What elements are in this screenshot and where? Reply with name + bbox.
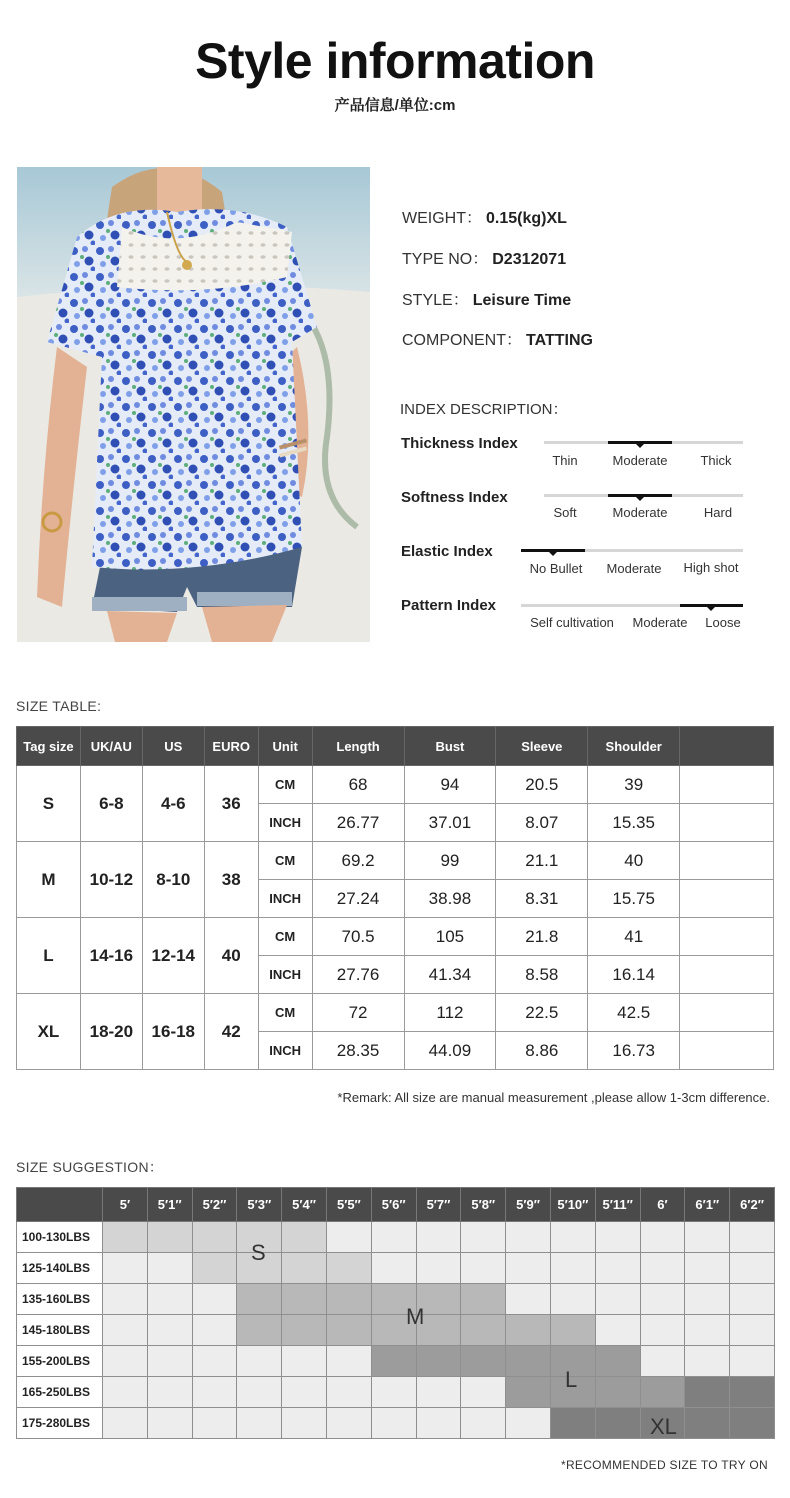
height-header: 5′6″	[371, 1188, 416, 1222]
sleeve-cell: 20.5	[496, 766, 588, 804]
euro-size: 40	[204, 918, 258, 994]
suggestion-cell	[506, 1408, 551, 1439]
suggestion-cell	[103, 1253, 148, 1284]
suggestion-cell	[685, 1253, 730, 1284]
elastic-option: No Bullet	[529, 561, 583, 576]
model-illustration	[17, 167, 370, 642]
height-header: 6′	[640, 1188, 685, 1222]
suggestion-cell	[685, 1315, 730, 1346]
empty-cell	[680, 842, 774, 880]
suggestion-cell	[147, 1408, 192, 1439]
empty-cell	[680, 1032, 774, 1070]
height-header: 5′2″	[192, 1188, 237, 1222]
bust-cell: 38.98	[404, 880, 496, 918]
uk-au-size: 14-16	[80, 918, 142, 994]
info-component: COMPONENT： TATTING	[402, 332, 593, 349]
suggestion-cell	[685, 1346, 730, 1377]
tag-size: L	[17, 918, 81, 994]
suggestion-cell	[730, 1315, 775, 1346]
index-description-label: INDEX DESCRIPTION：	[400, 401, 568, 418]
suggestion-cell	[640, 1377, 685, 1408]
euro-size: 38	[204, 842, 258, 918]
length-cell: 68	[312, 766, 404, 804]
suggestion-cell	[192, 1408, 237, 1439]
length-cell: 26.77	[312, 804, 404, 842]
suggestion-cell	[326, 1377, 371, 1408]
length-cell: 27.24	[312, 880, 404, 918]
suggestion-cell	[730, 1377, 775, 1408]
tag-size: XL	[17, 994, 81, 1070]
bust-cell: 44.09	[404, 1032, 496, 1070]
suggestion-cell	[237, 1408, 282, 1439]
uk-au-size: 10-12	[80, 842, 142, 918]
suggestion-cell	[326, 1408, 371, 1439]
suggestion-cell	[192, 1315, 237, 1346]
suggestion-cell	[506, 1284, 551, 1315]
col-header: Bust	[404, 727, 496, 766]
bust-cell: 41.34	[404, 956, 496, 994]
softness-option: Moderate	[612, 505, 668, 520]
suggestion-cell	[237, 1346, 282, 1377]
suggestion-cell	[640, 1346, 685, 1377]
suggestion-cell	[192, 1284, 237, 1315]
suggestion-cell	[595, 1346, 640, 1377]
suggestion-cell	[416, 1222, 461, 1253]
empty-cell	[680, 956, 774, 994]
thickness-index-pointer	[636, 444, 644, 448]
us-size: 16-18	[142, 994, 204, 1070]
tag-size: S	[17, 766, 81, 842]
sleeve-cell: 8.58	[496, 956, 588, 994]
weight-row	[17, 1284, 775, 1315]
suggestion-cell	[550, 1253, 595, 1284]
info-weight: WEIGHT： 0.15(kg)XL	[402, 210, 567, 227]
suggestion-cell	[192, 1253, 237, 1284]
empty-cell	[680, 880, 774, 918]
height-header: 5′3″	[237, 1188, 282, 1222]
table-row	[17, 766, 774, 804]
height-header: 5′1″	[147, 1188, 192, 1222]
suggestion-cell	[326, 1346, 371, 1377]
sleeve-cell: 8.07	[496, 804, 588, 842]
suggestion-cell	[550, 1408, 595, 1439]
elastic-option: Moderate	[606, 561, 662, 576]
suggestion-cell	[550, 1284, 595, 1315]
height-header: 5′5″	[326, 1188, 371, 1222]
us-size: 12-14	[142, 918, 204, 994]
bust-cell: 105	[404, 918, 496, 956]
suggestion-cell	[595, 1408, 640, 1439]
suggestion-cell	[461, 1284, 506, 1315]
size-suggestion-grid	[16, 1187, 775, 1439]
size-table	[16, 726, 774, 1070]
sleeve-cell: 8.86	[496, 1032, 588, 1070]
length-cell: 28.35	[312, 1032, 404, 1070]
col-header: Sleeve	[496, 727, 588, 766]
shoulder-cell: 39	[588, 766, 680, 804]
size-suggestion-label: SIZE SUGGESTION：	[16, 1159, 164, 1175]
tag-size: M	[17, 842, 81, 918]
thickness-option: Moderate	[612, 453, 668, 468]
suggestion-cell	[147, 1222, 192, 1253]
col-header	[680, 727, 774, 766]
weight-row	[17, 1346, 775, 1377]
shoulder-cell: 42.5	[588, 994, 680, 1032]
suggestion-cell	[416, 1346, 461, 1377]
suggestion-cell	[237, 1315, 282, 1346]
height-header: 5′9″	[506, 1188, 551, 1222]
sleeve-cell: 21.8	[496, 918, 588, 956]
height-header: 5′7″	[416, 1188, 461, 1222]
suggestion-cell	[147, 1377, 192, 1408]
suggestion-cell	[730, 1408, 775, 1439]
col-header: Length	[312, 727, 404, 766]
bust-cell: 112	[404, 994, 496, 1032]
empty-cell	[680, 804, 774, 842]
suggestion-cell	[640, 1253, 685, 1284]
suggestion-cell	[371, 1253, 416, 1284]
suggestion-cell	[282, 1253, 327, 1284]
suggestion-cell	[595, 1284, 640, 1315]
thickness-option: Thick	[700, 453, 732, 468]
table-row	[17, 842, 774, 880]
thickness-option: Thin	[552, 453, 578, 468]
shoulder-cell: 16.14	[588, 956, 680, 994]
shoulder-cell: 15.75	[588, 880, 680, 918]
height-header: 5′	[103, 1188, 148, 1222]
pattern-index-pointer	[707, 607, 715, 611]
suggestion-cell	[730, 1346, 775, 1377]
suggestion-cell	[371, 1408, 416, 1439]
weight-label: 125-140LBS	[17, 1253, 103, 1284]
unit: CM	[258, 842, 312, 880]
suggestion-cell	[147, 1346, 192, 1377]
zone-label-m: M	[406, 1304, 425, 1329]
suggestion-cell	[685, 1408, 730, 1439]
suggestion-cell	[640, 1315, 685, 1346]
suggestion-cell	[326, 1253, 371, 1284]
suggestion-cell	[282, 1377, 327, 1408]
height-header: 5′4″	[282, 1188, 327, 1222]
suggestion-cell	[461, 1253, 506, 1284]
size-table-header	[17, 727, 774, 766]
suggestion-cell	[147, 1284, 192, 1315]
zone-label-xl: XL	[650, 1414, 677, 1439]
weight-row	[17, 1377, 775, 1408]
suggestion-cell	[550, 1222, 595, 1253]
pattern-index-label: Pattern Index	[401, 597, 497, 614]
suggestion-cell	[371, 1346, 416, 1377]
suggestion-cell	[282, 1315, 327, 1346]
pattern-option: Moderate	[632, 615, 688, 630]
col-header: US	[142, 727, 204, 766]
height-header: 6′2″	[730, 1188, 775, 1222]
height-header-row	[17, 1188, 775, 1222]
unit: CM	[258, 994, 312, 1032]
softness-index-pointer	[636, 497, 644, 501]
suggestion-cell	[147, 1315, 192, 1346]
weight-row	[17, 1222, 775, 1253]
bust-cell: 94	[404, 766, 496, 804]
suggestion-cell	[326, 1315, 371, 1346]
col-header: UK/AU	[80, 727, 142, 766]
shoulder-cell: 16.73	[588, 1032, 680, 1070]
info-type-no: TYPE NO： D2312071	[402, 251, 567, 268]
unit: INCH	[258, 1032, 312, 1070]
suggestion-cell	[685, 1222, 730, 1253]
length-cell: 27.76	[312, 956, 404, 994]
elastic-index-pointer	[549, 552, 557, 556]
height-header: 6′1″	[685, 1188, 730, 1222]
page-title: Style information	[195, 33, 595, 89]
weight-label: 135-160LBS	[17, 1284, 103, 1315]
us-size: 8-10	[142, 842, 204, 918]
suggestion-cell	[282, 1408, 327, 1439]
empty-cell	[680, 994, 774, 1032]
page-subtitle: 产品信息/单位:cm	[334, 97, 456, 114]
empty-cell	[680, 918, 774, 956]
suggestion-cell	[103, 1284, 148, 1315]
suggestion-cell	[416, 1253, 461, 1284]
suggestion-cell	[237, 1284, 282, 1315]
weight-label: 100-130LBS	[17, 1222, 103, 1253]
suggestion-cell	[103, 1346, 148, 1377]
product-photo	[17, 167, 370, 642]
suggestion-cell	[326, 1222, 371, 1253]
us-size: 4-6	[142, 766, 204, 842]
suggestion-cell	[506, 1377, 551, 1408]
thickness-index-label: Thickness Index	[401, 435, 518, 452]
suggestion-cell	[103, 1408, 148, 1439]
col-header: EURO	[204, 727, 258, 766]
suggestion-cell	[282, 1222, 327, 1253]
unit: CM	[258, 918, 312, 956]
shoulder-cell: 41	[588, 918, 680, 956]
suggestion-cell	[506, 1315, 551, 1346]
suggestion-cell	[282, 1284, 327, 1315]
suggestion-cell	[103, 1222, 148, 1253]
weight-label: 175-280LBS	[17, 1408, 103, 1439]
suggestion-cell	[147, 1253, 192, 1284]
suggestion-cell	[371, 1377, 416, 1408]
unit: INCH	[258, 880, 312, 918]
length-cell: 69.2	[312, 842, 404, 880]
sleeve-cell: 22.5	[496, 994, 588, 1032]
empty-cell	[680, 766, 774, 804]
length-cell: 70.5	[312, 918, 404, 956]
recommended-note: *RECOMMENDED SIZE TO TRY ON	[560, 1458, 768, 1472]
length-cell: 72	[312, 994, 404, 1032]
suggestion-cell	[685, 1284, 730, 1315]
suggestion-cell	[506, 1222, 551, 1253]
bust-cell: 37.01	[404, 804, 496, 842]
suggestion-cell	[416, 1408, 461, 1439]
zone-label-l: L	[565, 1367, 578, 1392]
suggestion-cell	[595, 1377, 640, 1408]
suggestion-cell	[103, 1315, 148, 1346]
suggestion-cell	[192, 1222, 237, 1253]
corner-cell	[17, 1188, 103, 1222]
softness-index-label: Softness Index	[401, 489, 508, 506]
table-row	[17, 918, 774, 956]
height-header: 5′11″	[595, 1188, 640, 1222]
uk-au-size: 6-8	[80, 766, 142, 842]
suggestion-cell	[595, 1315, 640, 1346]
suggestion-cell	[371, 1222, 416, 1253]
col-header: Shoulder	[588, 727, 680, 766]
weight-label: 145-180LBS	[17, 1315, 103, 1346]
unit: CM	[258, 766, 312, 804]
suggestion-cell	[461, 1377, 506, 1408]
suggestion-cell	[640, 1222, 685, 1253]
suggestion-cell	[461, 1315, 506, 1346]
euro-size: 42	[204, 994, 258, 1070]
suggestion-cell	[685, 1377, 730, 1408]
suggestion-cell	[595, 1222, 640, 1253]
suggestion-cell	[506, 1346, 551, 1377]
suggestion-cell	[730, 1222, 775, 1253]
height-header: 5′8″	[461, 1188, 506, 1222]
shoulder-cell: 15.35	[588, 804, 680, 842]
pattern-option: Self cultivation	[530, 615, 614, 630]
elastic-index-label: Elastic Index	[401, 543, 493, 560]
size-remark: *Remark: All size are manual measurement ,please allow 1-3cm difference.	[337, 1090, 770, 1105]
suggestion-cell	[282, 1346, 327, 1377]
weight-row	[17, 1253, 775, 1284]
suggestion-cell	[730, 1253, 775, 1284]
info-style: STYLE： Leisure Time	[402, 292, 572, 309]
pattern-option: Loose	[705, 615, 741, 630]
col-header: Unit	[258, 727, 312, 766]
height-header: 5′10″	[550, 1188, 595, 1222]
softness-option: Soft	[553, 505, 577, 520]
euro-size: 36	[204, 766, 258, 842]
suggestion-cell	[461, 1346, 506, 1377]
suggestion-cell	[730, 1284, 775, 1315]
unit: INCH	[258, 804, 312, 842]
suggestion-cell	[461, 1408, 506, 1439]
col-header: Tag size	[17, 727, 81, 766]
suggestion-cell	[506, 1253, 551, 1284]
weight-label: 165-250LBS	[17, 1377, 103, 1408]
suggestion-cell	[550, 1315, 595, 1346]
suggestion-cell	[461, 1222, 506, 1253]
suggestion-cell	[192, 1377, 237, 1408]
zone-label-s: S	[251, 1240, 266, 1265]
uk-au-size: 18-20	[80, 994, 142, 1070]
suggestion-cell	[237, 1377, 282, 1408]
suggestion-cell	[192, 1346, 237, 1377]
suggestion-cell	[595, 1253, 640, 1284]
bust-cell: 99	[404, 842, 496, 880]
table-row	[17, 994, 774, 1032]
size-table-label: SIZE TABLE:	[16, 698, 102, 714]
sleeve-cell: 21.1	[496, 842, 588, 880]
suggestion-cell	[416, 1377, 461, 1408]
shoulder-cell: 40	[588, 842, 680, 880]
unit: INCH	[258, 956, 312, 994]
suggestion-cell	[640, 1284, 685, 1315]
softness-option: Hard	[703, 505, 733, 520]
elastic-option: High shot	[683, 560, 739, 575]
suggestion-cell	[103, 1377, 148, 1408]
weight-row	[17, 1315, 775, 1346]
weight-label: 155-200LBS	[17, 1346, 103, 1377]
sleeve-cell: 8.31	[496, 880, 588, 918]
suggestion-cell	[326, 1284, 371, 1315]
